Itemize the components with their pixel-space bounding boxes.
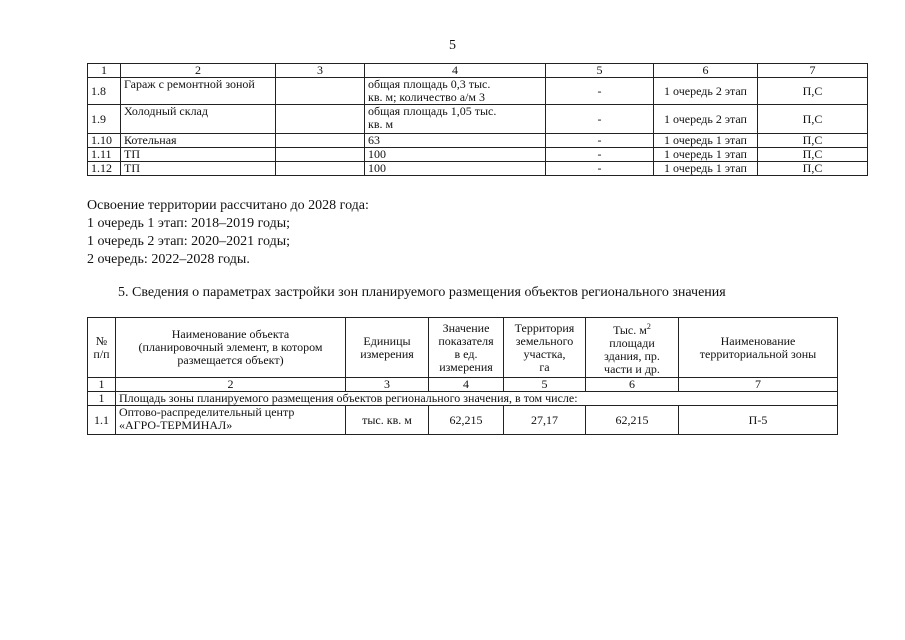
- row-number: 1.1: [88, 406, 116, 435]
- header-cell: 5: [546, 64, 654, 78]
- row-number: 1.12: [88, 162, 121, 176]
- header-value: Значение показателя в ед. измерения: [429, 318, 504, 378]
- table-row: [88, 78, 868, 105]
- index-cell: 5: [504, 378, 586, 392]
- row-number: 1: [88, 392, 116, 406]
- object-parameters: 63: [365, 134, 546, 148]
- group-title: Площадь зоны планируемого размещения объектов регионального значения, в том числе:: [116, 392, 838, 406]
- object-name: Гараж с ремонтной зоной: [121, 78, 276, 105]
- row-number: 1.10: [88, 134, 121, 148]
- table-header-row: [88, 64, 868, 78]
- cell: [276, 78, 365, 105]
- stage: 1 очередь 1 этап: [654, 162, 758, 176]
- stage: 1 очередь 2 этап: [654, 105, 758, 134]
- schedule-line: 2 очередь: 2022–2028 годы.: [87, 252, 250, 267]
- stage: 1 очередь 1 этап: [654, 148, 758, 162]
- zone-parameters-table: [87, 317, 838, 435]
- development-schedule: [87, 197, 369, 269]
- area: 62,215: [586, 406, 679, 435]
- index-cell: 4: [429, 378, 504, 392]
- cell: -: [546, 148, 654, 162]
- zone-code: П-5: [679, 406, 838, 435]
- row-number: 1.8: [88, 78, 121, 105]
- row-number: 1.11: [88, 148, 121, 162]
- table-row: [88, 162, 868, 176]
- zone-code: П,С: [758, 134, 868, 148]
- territory: 27,17: [504, 406, 586, 435]
- object-name: Оптово-распределительный центр «АГРО-ТЕРМИНАЛ»: [116, 406, 346, 435]
- zone-code: П,С: [758, 162, 868, 176]
- header-cell: 3: [276, 64, 365, 78]
- object-parameters: общая площадь 0,3 тыс. кв. м; количество а/м 3: [365, 78, 546, 105]
- cell: [276, 162, 365, 176]
- index-row: [88, 378, 838, 392]
- group-row: [88, 392, 838, 406]
- header-cell: 6: [654, 64, 758, 78]
- zone-code: П,С: [758, 105, 868, 134]
- header-territory: Территория земельного участка, га: [504, 318, 586, 378]
- object-name: ТП: [121, 162, 276, 176]
- cell: -: [546, 105, 654, 134]
- unit: тыс. кв. м: [346, 406, 429, 435]
- table-row: [88, 134, 868, 148]
- table-row: [88, 105, 868, 134]
- object-name: Холодный склад: [121, 105, 276, 134]
- header-name: Наименование объекта (планировочный элемент, в котором размещается объект): [116, 318, 346, 378]
- header-unit: Единицы измерения: [346, 318, 429, 378]
- zone-code: П,С: [758, 78, 868, 105]
- index-cell: 2: [116, 378, 346, 392]
- page-number: 5: [449, 38, 456, 53]
- cell: -: [546, 134, 654, 148]
- table-row: [88, 148, 868, 162]
- object-name: Котельная: [121, 134, 276, 148]
- objects-table: [87, 63, 868, 176]
- row-number: 1.9: [88, 105, 121, 134]
- object-name: ТП: [121, 148, 276, 162]
- header-cell: 4: [365, 64, 546, 78]
- value: 62,215: [429, 406, 504, 435]
- object-parameters: 100: [365, 148, 546, 162]
- cell: [276, 134, 365, 148]
- header-cell: 7: [758, 64, 868, 78]
- schedule-line: 1 очередь 1 этап: 2018–2019 годы;: [87, 216, 291, 231]
- zone-code: П,С: [758, 148, 868, 162]
- cell: [276, 148, 365, 162]
- index-cell: 3: [346, 378, 429, 392]
- index-cell: 1: [88, 378, 116, 392]
- schedule-line: Освоение территории рассчитано до 2028 года:: [87, 198, 369, 213]
- header-num: № п/п: [88, 318, 116, 378]
- index-cell: 6: [586, 378, 679, 392]
- table-header-row: [88, 318, 838, 378]
- header-cell: 1: [88, 64, 121, 78]
- schedule-line: 1 очередь 2 этап: 2020–2021 годы;: [87, 234, 291, 249]
- header-cell: 2: [121, 64, 276, 78]
- object-parameters: 100: [365, 162, 546, 176]
- section-heading: 5. Сведения о параметрах застройки зон планируемого размещения объектов регионального значения: [118, 285, 726, 300]
- index-cell: 7: [679, 378, 838, 392]
- cell: -: [546, 78, 654, 105]
- object-parameters: общая площадь 1,05 тыс. кв. м: [365, 105, 546, 134]
- cell: -: [546, 162, 654, 176]
- header-area: Тыс. $м^2$ площади здания, пр. части и др.: [586, 318, 679, 378]
- stage: 1 очередь 1 этап: [654, 134, 758, 148]
- table-row: [88, 406, 838, 435]
- stage: 1 очередь 2 этап: [654, 78, 758, 105]
- header-zone: Наименование территориальной зоны: [679, 318, 838, 378]
- cell: [276, 105, 365, 134]
